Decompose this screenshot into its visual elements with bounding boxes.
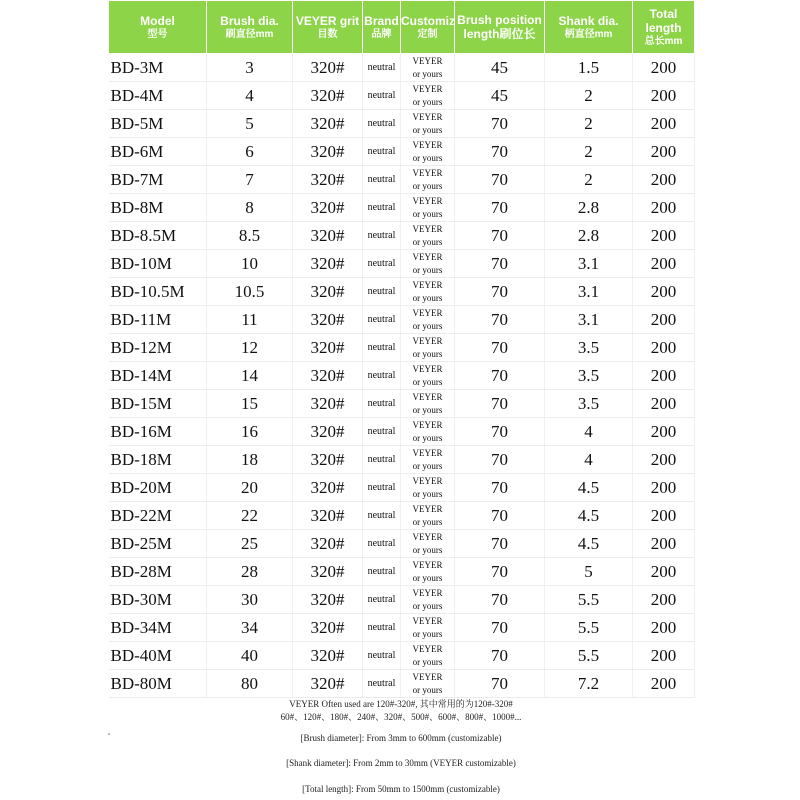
brush-position-cell: 70 [455, 250, 545, 278]
table-header-row [109, 1, 695, 54]
header-brush-dia: Brush dia. 刷直径mm [207, 1, 293, 54]
shank-dia-cell: 2 [545, 110, 633, 138]
customize-line-1: VEYER [412, 279, 443, 290]
shank-dia-cell: 2 [545, 82, 633, 110]
brush-position-cell: 70 [455, 278, 545, 306]
shank-dia-cell: 3.5 [545, 390, 633, 418]
brush-dia-cell: 14 [207, 362, 293, 390]
customize-cell [401, 670, 455, 698]
customize-cell [401, 614, 455, 642]
model-cell: BD-4M [109, 82, 207, 110]
brush-position-cell: 70 [455, 474, 545, 502]
shank-dia-cell: 3.1 [545, 250, 633, 278]
grit-cell: 320# [293, 222, 363, 250]
shank-dia-cell: 2.8 [545, 194, 633, 222]
customize-line-1: VEYER [412, 559, 443, 570]
grit-cell: 320# [293, 530, 363, 558]
grit-cell: 320# [293, 138, 363, 166]
grit-cell: 320# [293, 278, 363, 306]
customize-cell [401, 558, 455, 586]
brand-cell: neutral [363, 194, 401, 222]
grit-cell: 320# [293, 670, 363, 698]
customize-line-2: or yours [412, 96, 443, 107]
brand-cell: neutral [363, 54, 401, 82]
table-row [109, 250, 695, 278]
customize-line-1: VEYER [412, 391, 443, 402]
customize-cell [401, 530, 455, 558]
note-grit-list: 60#、120#、180#、240#、320#、500#、600#、800#、1000#... [280, 712, 522, 722]
shank-dia-cell: 1.5 [545, 54, 633, 82]
table-row [109, 138, 695, 166]
brush-dia-cell: 34 [207, 614, 293, 642]
customize-line-1: VEYER [412, 531, 443, 542]
model-cell: BD-30M [109, 586, 207, 614]
brush-dia-cell: 22 [207, 502, 293, 530]
customize-cell [401, 138, 455, 166]
total-length-cell: 200 [633, 138, 695, 166]
customize-line-1: VEYER [412, 55, 443, 66]
brand-cell: neutral [363, 530, 401, 558]
table-row [109, 306, 695, 334]
shank-dia-cell: 2 [545, 138, 633, 166]
shank-dia-cell: 2 [545, 166, 633, 194]
customize-line-2: or yours [412, 628, 443, 639]
table-row [109, 334, 695, 362]
brush-position-cell: 70 [455, 642, 545, 670]
customize-cell [401, 362, 455, 390]
customize-cell [401, 334, 455, 362]
model-cell: BD-40M [109, 642, 207, 670]
customize-line-2: or yours [412, 684, 443, 695]
model-cell: BD-18M [109, 446, 207, 474]
brand-cell: neutral [363, 306, 401, 334]
customize-line-1: VEYER [412, 111, 443, 122]
customize-cell [401, 82, 455, 110]
total-length-cell: 200 [633, 54, 695, 82]
customize-line-2: or yours [412, 432, 443, 443]
table-row [109, 278, 695, 306]
total-length-cell: 200 [633, 362, 695, 390]
customize-cell [401, 446, 455, 474]
grit-cell: 320# [293, 362, 363, 390]
brush-position-cell: 70 [455, 614, 545, 642]
total-length-cell: 200 [633, 222, 695, 250]
shank-dia-cell: 5.5 [545, 614, 633, 642]
spec-table-container [108, 0, 694, 698]
grit-cell: 320# [293, 614, 363, 642]
shank-dia-cell: 5.5 [545, 642, 633, 670]
total-length-cell: 200 [633, 390, 695, 418]
note-shank-diameter: [Shank diameter]: From 2mm to 30mm (VEYER customizable) [286, 758, 516, 768]
brush-dia-cell: 8.5 [207, 222, 293, 250]
grit-cell: 320# [293, 334, 363, 362]
customize-line-2: or yours [412, 544, 443, 555]
brand-cell: neutral [363, 166, 401, 194]
table-row [109, 530, 695, 558]
header-brand: Brand 品牌 [363, 1, 401, 54]
grit-cell: 320# [293, 82, 363, 110]
customize-line-1: VEYER [412, 615, 443, 626]
grit-cell: 320# [293, 502, 363, 530]
customize-line-2: or yours [412, 264, 443, 275]
customize-line-2: or yours [412, 656, 443, 667]
customize-cell [401, 642, 455, 670]
brush-dia-cell: 16 [207, 418, 293, 446]
brand-cell: neutral [363, 138, 401, 166]
shank-dia-cell: 4.5 [545, 530, 633, 558]
table-row [109, 362, 695, 390]
model-cell: BD-14M [109, 362, 207, 390]
brush-dia-cell: 10.5 [207, 278, 293, 306]
customize-line-1: VEYER [412, 671, 443, 682]
customize-cell [401, 306, 455, 334]
brush-position-cell: 70 [455, 390, 545, 418]
model-cell: BD-34M [109, 614, 207, 642]
brush-dia-cell: 8 [207, 194, 293, 222]
grit-cell: 320# [293, 54, 363, 82]
brand-cell: neutral [363, 642, 401, 670]
grit-cell: 320# [293, 194, 363, 222]
brush-dia-cell: 20 [207, 474, 293, 502]
brush-dia-cell: 4 [207, 82, 293, 110]
table-row [109, 222, 695, 250]
shank-dia-cell: 3.1 [545, 278, 633, 306]
customize-line-2: or yours [412, 516, 443, 527]
note-brush-diameter: [Brush diameter]: From 3mm to 600mm (customizable) [300, 733, 502, 743]
customize-line-1: VEYER [412, 475, 443, 486]
table-row [109, 194, 695, 222]
brush-dia-cell: 6 [207, 138, 293, 166]
total-length-cell: 200 [633, 306, 695, 334]
header-total-length: Total length 总长mm [633, 1, 695, 54]
brush-position-cell: 70 [455, 166, 545, 194]
customize-line-1: VEYER [412, 503, 443, 514]
customize-line-2: or yours [412, 292, 443, 303]
customize-line-1: VEYER [412, 363, 443, 374]
brand-cell: neutral [363, 474, 401, 502]
shank-dia-cell: 3.1 [545, 306, 633, 334]
shank-dia-cell: 5 [545, 558, 633, 586]
brand-cell: neutral [363, 362, 401, 390]
brush-position-cell: 70 [455, 502, 545, 530]
header-model: Model 型号 [109, 1, 207, 54]
customize-line-2: or yours [412, 180, 443, 191]
brand-cell: neutral [363, 418, 401, 446]
brand-cell: neutral [363, 250, 401, 278]
customize-cell [401, 474, 455, 502]
customize-line-2: or yours [412, 488, 443, 499]
brush-dia-cell: 10 [207, 250, 293, 278]
brush-dia-cell: 11 [207, 306, 293, 334]
grit-cell: 320# [293, 390, 363, 418]
grit-cell: 320# [293, 586, 363, 614]
shank-dia-cell: 3.5 [545, 362, 633, 390]
total-length-cell: 200 [633, 110, 695, 138]
customize-line-1: VEYER [412, 307, 443, 318]
brush-position-cell: 70 [455, 194, 545, 222]
grit-cell: 320# [293, 306, 363, 334]
customize-line-1: VEYER [412, 643, 443, 654]
grit-cell: 320# [293, 446, 363, 474]
total-length-cell: 200 [633, 474, 695, 502]
total-length-cell: 200 [633, 166, 695, 194]
total-length-cell: 200 [633, 614, 695, 642]
customize-line-1: VEYER [412, 195, 443, 206]
header-grit: VEYER grit 目数 [293, 1, 363, 54]
brush-dia-cell: 28 [207, 558, 293, 586]
brand-cell: neutral [363, 558, 401, 586]
brush-position-cell: 70 [455, 530, 545, 558]
note-total-length: [Total length]: From 50mm to 1500mm (customizable) [302, 784, 500, 794]
customize-cell [401, 110, 455, 138]
customize-line-1: VEYER [412, 167, 443, 178]
brush-dia-cell: 40 [207, 642, 293, 670]
header-shank-dia: Shank dia. 柄直径mm [545, 1, 633, 54]
brand-cell: neutral [363, 502, 401, 530]
brand-cell: neutral [363, 614, 401, 642]
customize-cell [401, 586, 455, 614]
table-row [109, 642, 695, 670]
shank-dia-cell: 2.8 [545, 222, 633, 250]
brush-position-cell: 70 [455, 110, 545, 138]
table-row [109, 586, 695, 614]
brush-position-cell: 70 [455, 334, 545, 362]
brush-dia-cell: 18 [207, 446, 293, 474]
brush-dia-cell: 25 [207, 530, 293, 558]
model-cell: BD-7M [109, 166, 207, 194]
brush-dia-cell: 15 [207, 390, 293, 418]
table-row [109, 558, 695, 586]
model-cell: BD-28M [109, 558, 207, 586]
table-row [109, 614, 695, 642]
customize-line-1: VEYER [412, 587, 443, 598]
table-row [109, 82, 695, 110]
customize-cell [401, 222, 455, 250]
brush-dia-cell: 7 [207, 166, 293, 194]
brand-cell: neutral [363, 670, 401, 698]
brush-position-cell: 70 [455, 446, 545, 474]
customize-cell [401, 250, 455, 278]
model-cell: BD-5M [109, 110, 207, 138]
grit-cell: 320# [293, 642, 363, 670]
brush-position-cell: 45 [455, 82, 545, 110]
grit-cell: 320# [293, 166, 363, 194]
customize-line-2: or yours [412, 208, 443, 219]
table-row [109, 418, 695, 446]
customize-cell [401, 390, 455, 418]
model-cell: BD-10M [109, 250, 207, 278]
total-length-cell: 200 [633, 446, 695, 474]
shank-dia-cell: 5.5 [545, 586, 633, 614]
customize-line-2: or yours [412, 320, 443, 331]
customize-line-1: VEYER [412, 335, 443, 346]
shank-dia-cell: 3.5 [545, 334, 633, 362]
brand-cell: neutral [363, 390, 401, 418]
customize-line-2: or yours [412, 572, 443, 583]
model-cell: BD-6M [109, 138, 207, 166]
customize-line-2: or yours [412, 600, 443, 611]
header-customize: Customiz 定制 [401, 1, 455, 54]
customize-line-2: or yours [412, 348, 443, 359]
brush-position-cell: 70 [455, 222, 545, 250]
model-cell: BD-11M [109, 306, 207, 334]
customize-cell [401, 54, 455, 82]
total-length-cell: 200 [633, 418, 695, 446]
model-cell: BD-12M [109, 334, 207, 362]
brush-position-cell: 70 [455, 138, 545, 166]
customize-cell [401, 502, 455, 530]
customize-line-1: VEYER [412, 447, 443, 458]
customize-line-1: VEYER [412, 223, 443, 234]
table-row [109, 446, 695, 474]
brand-cell: neutral [363, 278, 401, 306]
model-cell: BD-10.5M [109, 278, 207, 306]
brand-cell: neutral [363, 446, 401, 474]
model-cell: BD-16M [109, 418, 207, 446]
model-cell: BD-8.5M [109, 222, 207, 250]
header-brush-position: Brush position length刷位长 [455, 1, 545, 54]
total-length-cell: 200 [633, 82, 695, 110]
model-cell: BD-22M [109, 502, 207, 530]
customize-line-2: or yours [412, 460, 443, 471]
table-row [109, 502, 695, 530]
total-length-cell: 200 [633, 250, 695, 278]
model-cell: BD-25M [109, 530, 207, 558]
shank-dia-cell: 4 [545, 418, 633, 446]
total-length-cell: 200 [633, 586, 695, 614]
brush-dia-cell: 12 [207, 334, 293, 362]
table-row [109, 166, 695, 194]
brush-dia-cell: 5 [207, 110, 293, 138]
customize-cell [401, 194, 455, 222]
model-cell: BD-80M [109, 670, 207, 698]
model-cell: BD-3M [109, 54, 207, 82]
total-length-cell: 200 [633, 194, 695, 222]
brush-dia-cell: 30 [207, 586, 293, 614]
grit-cell: 320# [293, 558, 363, 586]
customize-line-2: or yours [412, 124, 443, 135]
brush-dia-cell: 3 [207, 54, 293, 82]
brush-position-cell: 70 [455, 670, 545, 698]
brand-cell: neutral [363, 82, 401, 110]
shank-dia-cell: 7.2 [545, 670, 633, 698]
total-length-cell: 200 [633, 502, 695, 530]
brush-position-cell: 70 [455, 586, 545, 614]
table-row [109, 474, 695, 502]
shank-dia-cell: 4.5 [545, 474, 633, 502]
grit-cell: 320# [293, 474, 363, 502]
table-row [109, 54, 695, 82]
model-cell: BD-8M [109, 194, 207, 222]
grit-cell: 320# [293, 418, 363, 446]
grit-cell: 320# [293, 110, 363, 138]
brush-dia-cell: 80 [207, 670, 293, 698]
customize-line-2: or yours [412, 404, 443, 415]
spec-table [108, 0, 695, 698]
total-length-cell: 200 [633, 334, 695, 362]
shank-dia-cell: 4.5 [545, 502, 633, 530]
brand-cell: neutral [363, 222, 401, 250]
customize-line-1: VEYER [412, 139, 443, 150]
brush-position-cell: 70 [455, 558, 545, 586]
customize-line-2: or yours [412, 376, 443, 387]
customize-line-1: VEYER [412, 83, 443, 94]
customize-line-2: or yours [412, 68, 443, 79]
customize-line-2: or yours [412, 236, 443, 247]
customize-line-1: VEYER [412, 251, 443, 262]
note-grit-common: VEYER Often used are 120#-320#, 其中常用的为120#-320# [289, 699, 513, 709]
total-length-cell: 200 [633, 278, 695, 306]
brush-position-cell: 70 [455, 306, 545, 334]
brush-position-cell: 70 [455, 418, 545, 446]
grit-cell: 320# [293, 250, 363, 278]
total-length-cell: 200 [633, 670, 695, 698]
model-cell: BD-15M [109, 390, 207, 418]
total-length-cell: 200 [633, 558, 695, 586]
brand-cell: neutral [363, 586, 401, 614]
total-length-cell: 200 [633, 642, 695, 670]
customize-line-1: VEYER [412, 419, 443, 430]
customize-cell [401, 418, 455, 446]
model-cell: BD-20M [109, 474, 207, 502]
customize-line-2: or yours [412, 152, 443, 163]
brand-cell: neutral [363, 110, 401, 138]
table-row [109, 110, 695, 138]
table-row [109, 390, 695, 418]
total-length-cell: 200 [633, 530, 695, 558]
table-row [109, 670, 695, 698]
customize-cell [401, 166, 455, 194]
brush-position-cell: 45 [455, 54, 545, 82]
shank-dia-cell: 4 [545, 446, 633, 474]
brand-cell: neutral [363, 334, 401, 362]
customize-cell [401, 278, 455, 306]
brush-position-cell: 70 [455, 362, 545, 390]
